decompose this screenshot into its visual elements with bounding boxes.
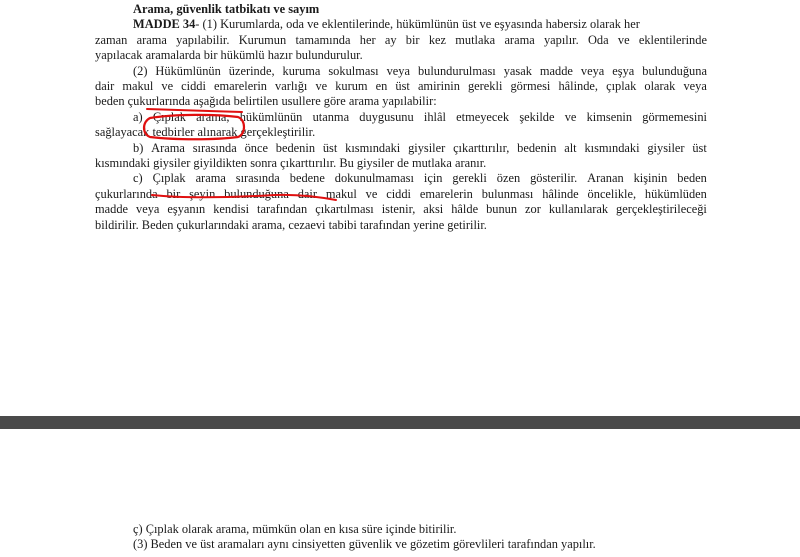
para2-line-1: (2) Hükümlünün üzerinde, kuruma sokulması veya bulundurulması yasak madde veya eşya bulunduğuna — [133, 63, 707, 78]
para1-line-3: yapılacak aramalarda bir hükümlü hazır bulundurulur. — [95, 48, 363, 63]
item-a-line-1: a) Çıplak arama, hükümlünün utanma duygusunu ihlâl etmeyecek şekilde ve kimsenin görmemesini — [133, 109, 707, 124]
item-c-line-4: bildirilir. Beden çukurlarındaki arama, cezaevi tabibi tarafından yerine getirilir. — [95, 217, 487, 232]
para1-line-2: zaman arama yapılabilir. Kurumun tamamında her ay bir kez mutlaka arama yapılır. Oda ve eklentilerinde — [95, 32, 707, 47]
madde-label: MADDE 34 — [133, 17, 196, 32]
para3-line: (3) Beden ve üst aramaları aynı cinsiyetten güvenlik ve gözetim görevlileri tarafından yapılır. — [133, 537, 596, 552]
page-separator — [0, 416, 800, 429]
item-c-line-2: çukurlarında bir şeyin bulunduğuna dair makul ve ciddi emarelerin bulunması hâlinde öncelikle, hükümlüden — [95, 186, 707, 201]
item-c-line-3: madde veya eşyanın kendisi tarafından çıkartılması istenir, aksi hâlde bunun zor kullanılarak gerçekleştirileceği — [95, 202, 707, 217]
item-b-line-1: b) Arama sırasında önce bedenin üst kısmındaki giysiler çıkarttırılır, bedenin alt kısmındaki giysiler üst — [133, 140, 707, 155]
item-c-line-1: c) Çıplak arama sırasında bedene dokunulmaması için gerekli özen gösterilir. Aranan kişinin beden — [133, 171, 707, 186]
para2-line-2: dair makul ve ciddi emarelerin varlığı ve kurum en üst amirinin gerekli görmesi hâlinde, çıplak olarak veya — [95, 79, 707, 94]
article-heading: Arama, güvenlik tatbikatı ve sayım — [133, 2, 320, 16]
para2-line-3: beden çukurlarında aşağıda belirtilen usullere göre arama yapılabilir: — [95, 94, 437, 109]
item-b-line-2: kısmındaki giysiler giyildikten sonra çıkarttırılır. Bu giysiler de mutlaka aranır. — [95, 156, 487, 171]
para1-line-1: - (1) Kurumlarda, oda ve eklentilerinde, hükümlünün üst ve eşyasında habersiz olarak her — [195, 17, 640, 32]
madde-line-1 — [95, 17, 707, 32]
item-cc-line: ç) Çıplak olarak arama, mümkün olan en kısa süre içinde bitirilir. — [133, 522, 457, 536]
article-34-text — [95, 2, 707, 233]
item-a-line-2: sağlayacak tedbirler alınarak gerçekleştirilir. — [95, 125, 316, 140]
page-2-text — [95, 522, 707, 553]
